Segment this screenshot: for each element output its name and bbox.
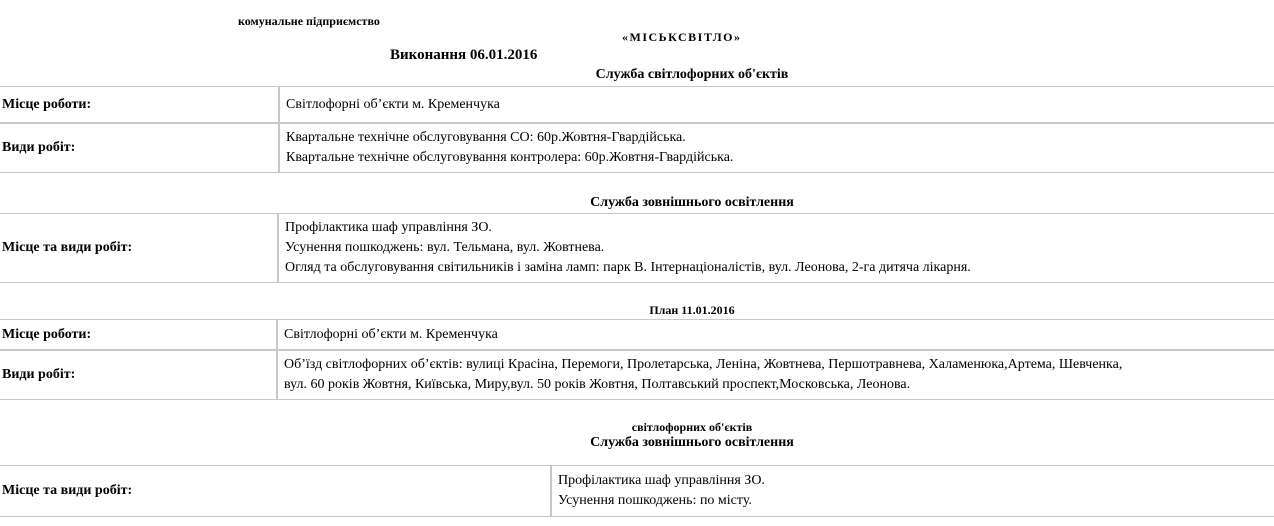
row-label: Місце та види робіт: (0, 465, 550, 517)
row-value (276, 350, 1274, 400)
value-line: Об’їзд світлофорних об’єктів: вулиці Красіна, Перемоги, Пролетарська, Леніна, Жовтнева, Першотравнева, Халаменюка,Артема, Шевченка, (284, 357, 1123, 372)
value-line: Квартальне технічне обслуговування контролера: 60р.Жовтня-Гвардійська. (286, 150, 734, 165)
company-type: комунальне підприємство (238, 14, 380, 28)
row-value (276, 319, 1274, 350)
value-line: Світлофорні об’єкти м. Кременчука (284, 326, 498, 342)
plan-table (0, 319, 1274, 400)
table-row (0, 213, 1274, 283)
value-line: вул. 60 років Жовтня, Київська, Миру,вул. 50 років Жовтня, Полтавський проспект,Московська, Леонова. (284, 377, 911, 392)
value-line: Квартальне технічне обслуговування СО: 60р.Жовтня-Гвардійська. (286, 130, 686, 145)
row-label: Види робіт: (0, 123, 278, 173)
row-value (278, 86, 1274, 123)
value-line: Світлофорні об’єкти м. Кременчука (286, 96, 500, 112)
row-value (278, 123, 1274, 173)
section-title-traffic-lights: Служба світлофорних об'єктів (595, 67, 789, 82)
row-label: Місце та види робіт: (0, 213, 277, 283)
table-row (0, 86, 1274, 123)
plan-title: План 11.01.2016 (649, 303, 735, 317)
section3-table (0, 465, 1274, 517)
row-value (277, 213, 1274, 283)
table-row (0, 123, 1274, 173)
table-row (0, 350, 1274, 400)
value-line: Усунення пошкоджень: вул. Тельмана, вул. Жовтнева. (285, 240, 605, 255)
row-value (550, 465, 1274, 517)
section-title-outdoor-lighting: Служба зовнішнього освітлення (590, 195, 794, 210)
value-line: Профілактика шаф управління ЗО. (285, 220, 492, 235)
value-line: Огляд та обслуговування світильників і заміна ламп: парк В. Інтернаціоналістів, вул. Леонова, 2-га дитяча лікарня. (285, 260, 971, 275)
row-label: Місце роботи: (0, 86, 278, 123)
company-name: «МІСЬКСВІТЛО» (622, 30, 742, 44)
value-line: Профілактика шаф управління ЗО. (558, 473, 765, 488)
traffic-lights-table (0, 86, 1274, 173)
execution-title: Виконання 06.01.2016 (390, 47, 538, 63)
table-row (0, 465, 1274, 517)
section3-title: Служба зовнішнього освітлення (590, 435, 794, 450)
value-line: Усунення пошкоджень: по місту. (558, 493, 752, 508)
row-label: Місце роботи: (0, 319, 276, 350)
section3-subtitle: світлофорних об'єктів (631, 420, 753, 434)
outdoor-lighting-table (0, 213, 1274, 283)
row-label: Види робіт: (0, 350, 276, 400)
table-row (0, 319, 1274, 350)
